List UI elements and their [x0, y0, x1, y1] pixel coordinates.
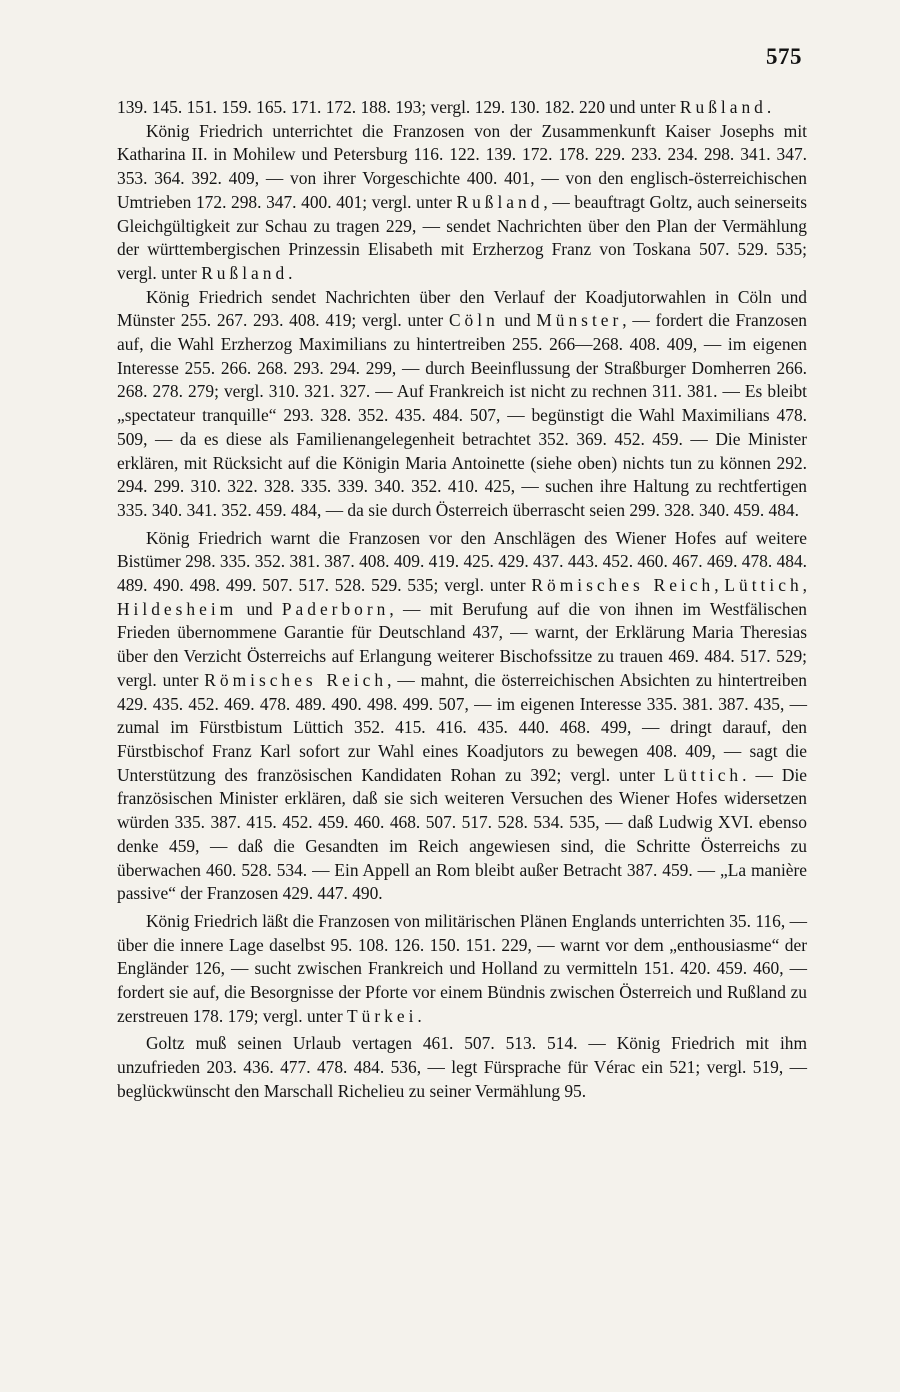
paragraph-text: , — beauftragt Goltz, auch seinerseits Gleichgültigkeit zur Schau zu tragen 229, — sendet Nachrichten über den Plan der Vermählung der württembergischen Prinzessin Elisabeth mit Erzherzog Franz von Toskana 507. 529. 535; vergl. unter [117, 191, 807, 283]
index-paragraph [117, 527, 807, 906]
cross-reference: Türkei [347, 1005, 418, 1026]
paragraph-text: , — mahnt, die österreichischen Absichten zu hintertreiben 429. 435. 452. 469. 478. 489. 490. 498. 499. 507, — im eigenen Interesse 335. 381. 387. 435, — zumal im Fürstbistum Lüttich 352. 415. 416. 435. 440. 468. 499, — dringt darauf, den Fürstbischof Franz Karl sofort zur Wahl eines Koadjutors zu bewegen 408. 409, — sagt die Unterstützung des französischen Kandidaten Rohan zu 392; vergl. unter [117, 669, 807, 785]
paragraph-text: , [714, 575, 725, 596]
index-text-block [117, 96, 807, 1104]
index-paragraph [117, 120, 807, 286]
paragraph-text: König Friedrich sendet Nachrichten über den Verlauf der Koadjutorwahlen in Cöln und Münster 255. 267. 293. 408. 419; vergl. unter [117, 286, 807, 331]
cross-reference: Rußland [201, 262, 289, 283]
cross-reference: Rußland [456, 191, 544, 212]
cross-reference: Münster [536, 310, 623, 331]
paragraph-text: , [802, 575, 807, 596]
cross-reference: Rußland [679, 97, 767, 117]
index-paragraph [117, 96, 807, 120]
paragraph-text: und [237, 598, 282, 619]
paragraph-text: . — Die französischen Minister erklären, daß sie sich weiteren Versuchen des Wiener Hofes widersetzen würden 335. 387. 415. 452. 459. 460. 468. 507. 517. 528. 534. 535, — daß Ludwig XVI. ebenso denke 459, — daß die Gesandten im Reich angewiesen sind, die Schritte Österreichs zu überwachen 460. 528. 534. — Ein Appell an Rom bleibt außer Betracht 387. 459. — „La manière passive“ der Franzosen 429. 447. 490. [117, 764, 807, 904]
index-paragraph [117, 286, 807, 523]
paragraph-text: König Friedrich unterrichtet die Franzosen von der Zusammenkunft Kaiser Josephs mit Katharina II. in Mohilew und Petersburg 116. 122. 139. 172. 178. 229. 233. 234. 298. 341. 347. 353. 364. 392. 409, — von ihrer Vorgeschichte 400. 401, — von den englisch-österreichischen Umtrieben 172. 298. 347. 400. 401; vergl. unter [117, 120, 807, 212]
paragraph-text: . [288, 262, 293, 283]
page-number: 575 [766, 44, 802, 69]
index-paragraph [117, 1032, 807, 1103]
cross-reference: Cöln [448, 310, 499, 331]
paragraph-text: , — fordert die Franzosen auf, die Wahl Erzherzog Maximilians zu hintertreiben 255. 266—268. 408. 409, — im eigenen Interesse 255. 266. 268. 293. 294. 299, — durch Beeinflussung der Straßburger Domherren 266. 268. 278. 279; vergl. 310. 321. 327. — Auf Frankreich ist nicht zu rechnen 311. 381. — Es bleibt „spectateur tranquille“ 293. 328. 352. 435. 484. 507, — begünstigt die Wahl Maximilians 478. 509, — da es diese als Familienangelegenheit betrachtet 352. 369. 452. 459. — Die Minister erklären, mit Rücksicht auf die Königin Maria Antoinette (siehe oben) nichts tun zu können 292. 294. 299. 310. 322. 328. 335. 339. 340. 352. 410. 425, — suchen ihre Haltung zu rechtfertigen 335. 340. 341. 352. 459. 484, — da sie durch Österreich überrascht seien 299. 328. 340. 459. 484. [117, 310, 807, 520]
paragraph-text: Goltz muß seinen Urlaub vertagen 461. 507. 513. 514. — König Friedrich mit ihm unzufrieden 203. 436. 477. 478. 484. 536, — legt Fürsprache für Vérac ein 521; vergl. 519, — beglückwünscht den Marschall Richelieu zu seiner Vermählung 95. [117, 1033, 807, 1101]
paragraph-text: 139. 145. 151. 159. 165. 171. 172. 188. 193; vergl. 129. 130. 182. 220 und unter [117, 97, 680, 117]
paragraph-text: . [766, 97, 772, 117]
cross-reference: Hildesheim [117, 598, 238, 619]
cross-reference: Lüttich [663, 764, 743, 785]
index-paragraph [117, 910, 807, 1029]
paragraph-text: König Friedrich warnt die Franzosen vor den Anschlägen des Wiener Hofes auf weitere Bistümer 298. 335. 352. 381. 387. 408. 409. 419. 425. 429. 437. 443. 452. 460. 467. 469. 478. 484. 489. 490. 498. 499. 507. 517. 528. 529. 535; vergl. unter [117, 527, 807, 596]
cross-reference: Römisches Reich [204, 669, 388, 690]
paragraph-text: und [498, 310, 537, 331]
cross-reference: Römisches Reich [531, 575, 715, 596]
cross-reference: Paderborn [281, 598, 390, 619]
cross-reference: Lüttich [724, 575, 803, 596]
paragraph-text: . [417, 1005, 422, 1026]
paragraph-text: , — mit Berufung auf die von ihnen im Westfälischen Frieden übernommene Garantie für Deutschland 437, — warnt, der Erklärung Maria Theresias über den Verzicht Österreichs auf Erlangung weiterer Bischofssitze zu trauen 469. 484. 517. 529; vergl. unter [117, 598, 807, 690]
paragraph-text: König Friedrich läßt die Franzosen von militärischen Plänen Englands unterrichten 35. 116, — über die innere Lage daselbst 95. 108. 126. 150. 151. 229, — warnt vor dem „enthousiasme“ der Engländer 126, — sucht zwischen Frankreich und Holland zu vermitteln 151. 420. 459. 460, — fordert sie auf, die Besorgnisse der Pforte vor einem Bündnis zwischen Österreich und Rußland zu zerstreuen 178. 179; vergl. unter [117, 910, 807, 1026]
